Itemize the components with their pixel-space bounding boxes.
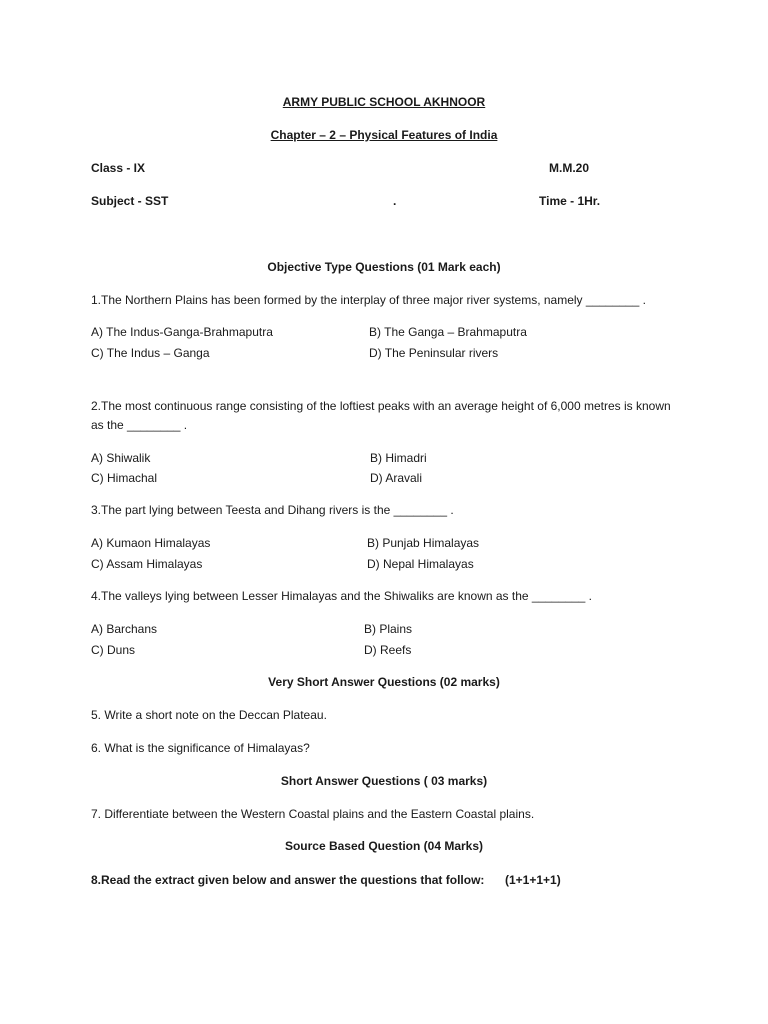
question-4: 4.The valleys lying between Lesser Himalayas and the Shiwaliks are known as the ________ . (91, 589, 592, 603)
q1-option-a: A) The Indus-Ganga-Brahmaputra (91, 325, 273, 339)
q4-option-a: A) Barchans (91, 622, 158, 636)
section-very-short: Very Short Answer Questions (02 marks) (268, 675, 500, 689)
q1-option-c: C) The Indus – Ganga (91, 346, 210, 360)
school-name: ARMY PUBLIC SCHOOL AKHNOOR (282, 95, 486, 109)
q1-option-d: D) The Peninsular rivers (369, 346, 499, 360)
subject-label: Subject - SST (91, 194, 169, 208)
q1-option-b: B) The Ganga – Brahmaputra (369, 325, 527, 339)
question-3: 3.The part lying between Teesta and Dihang rivers is the ________ . (91, 503, 454, 517)
question-8: 8.Read the extract given below and answer the questions that follow: (91, 873, 485, 887)
q4-option-b: B) Plains (364, 622, 413, 636)
question-2: 2.The most continuous range consisting of the loftiest peaks with an average height of 6,000 metres is known as the ________ . (91, 399, 671, 432)
q3-option-a: A) Kumaon Himalayas (91, 536, 211, 550)
q4-option-c: C) Duns (91, 643, 136, 657)
q4-option-d: D) Reefs (364, 643, 412, 657)
q3-option-c: C) Assam Himalayas (91, 557, 203, 571)
q3-option-b: B) Punjab Himalayas (367, 536, 480, 550)
question-7: 7. Differentiate between the Western Coastal plains and the Eastern Coastal plains. (91, 807, 535, 821)
header-dot: . (393, 194, 397, 208)
question-8-marks: (1+1+1+1) (505, 873, 561, 887)
q2-option-a: A) Shiwalik (91, 451, 151, 465)
question-6: 6. What is the significance of Himalayas? (91, 741, 310, 755)
q2-option-b: B) Himadri (370, 451, 427, 465)
section-short: Short Answer Questions ( 03 marks) (280, 774, 488, 788)
question-1: 1.The Northern Plains has been formed by the interplay of three major river systems, namely ________ . (91, 293, 646, 307)
time-label: Time - 1Hr. (539, 194, 601, 208)
max-marks: M.M.20 (549, 161, 590, 175)
class-label: Class - IX (91, 161, 146, 175)
question-5: 5. Write a short note on the Deccan Plateau. (91, 708, 327, 722)
chapter-title: Chapter – 2 – Physical Features of India (270, 128, 498, 142)
section-source: Source Based Question (04 Marks) (284, 839, 484, 853)
q3-option-d: D) Nepal Himalayas (367, 557, 474, 571)
section-objective: Objective Type Questions (01 Mark each) (267, 260, 501, 274)
q2-option-c: C) Himachal (91, 471, 158, 485)
q2-option-d: D) Aravali (370, 471, 423, 485)
